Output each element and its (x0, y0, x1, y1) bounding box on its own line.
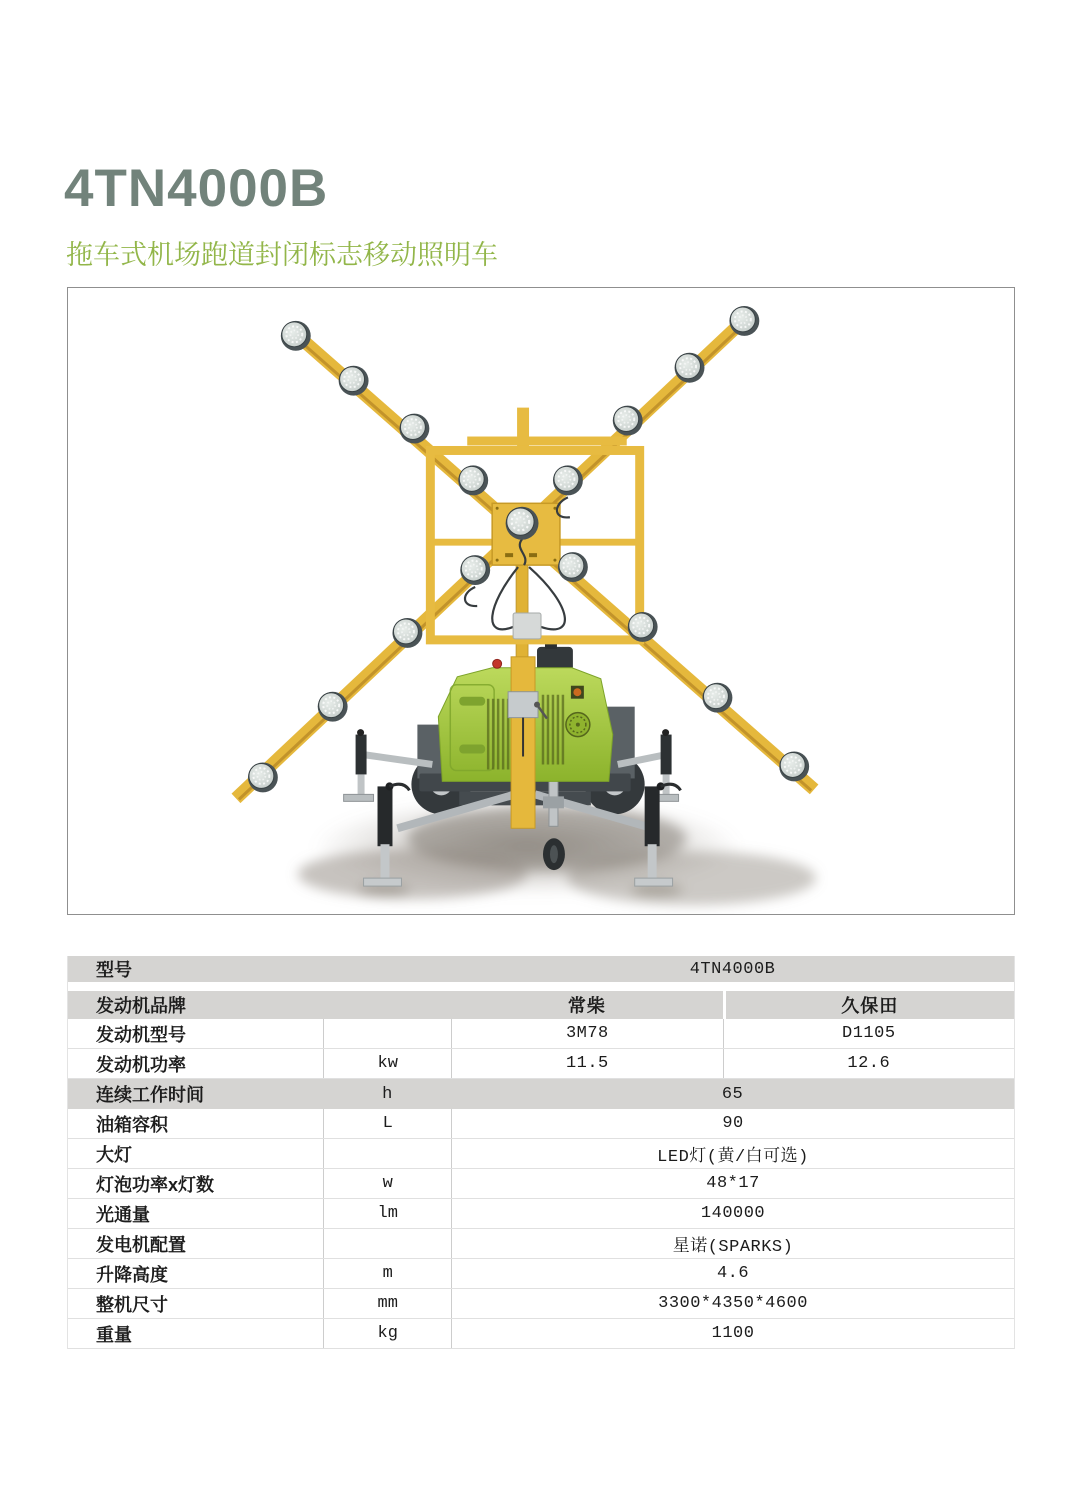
spec-value: 90 (451, 1109, 1014, 1138)
spec-row (68, 956, 1014, 982)
red-button (493, 659, 502, 668)
fan-grille (566, 713, 590, 737)
spec-label: 油箱容积 (96, 1114, 168, 1135)
spec-row (68, 991, 1014, 1019)
spec-row (68, 1319, 1014, 1349)
spec-label: 整机尺寸 (96, 1294, 168, 1315)
spec-label: 发动机型号 (96, 1024, 186, 1045)
spec-unit (323, 1229, 451, 1258)
spec-value: 星诺(SPARKS) (451, 1229, 1014, 1258)
light-tower-illustration (68, 288, 1014, 914)
spec-value: LED灯(黄/白可选) (451, 1139, 1014, 1168)
spec-unit: lm (323, 1199, 451, 1228)
spec-row (68, 1079, 1014, 1109)
spec-unit (323, 1139, 451, 1168)
spec-value: 4TN4000B (689, 959, 776, 979)
spec-row (68, 1019, 1014, 1049)
product-photo (67, 287, 1015, 915)
spec-unit: w (323, 1169, 451, 1198)
spec-unit: L (323, 1109, 451, 1138)
spec-label: 灯泡功率x灯数 (96, 1174, 215, 1195)
spec-value: 65 (721, 1084, 744, 1104)
spec-table (67, 956, 1015, 1349)
spec-unit: kg (323, 1319, 451, 1348)
spec-value: 常柴 (567, 996, 606, 1016)
indicator-lamp (573, 688, 581, 696)
table-gap (68, 982, 1014, 991)
spec-label: 型号 (96, 960, 132, 980)
page-subtitle: 拖车式机场跑道封闭标志移动照明车 (66, 240, 498, 270)
spec-label: 发电机配置 (96, 1234, 186, 1255)
spec-value: D1105 (723, 1019, 1014, 1048)
spec-unit: h (382, 1084, 393, 1104)
spec-label: 大灯 (96, 1144, 132, 1165)
spec-label: 发动机功率 (96, 1054, 186, 1075)
spec-unit (323, 1019, 451, 1048)
spec-label: 连续工作时间 (96, 1085, 204, 1105)
spec-unit: m (323, 1259, 451, 1288)
spec-row (68, 1229, 1014, 1259)
spec-value: 久保田 (723, 991, 1014, 1019)
spec-value: 3300*4350*4600 (451, 1289, 1014, 1318)
spec-value: 3M78 (451, 1019, 723, 1048)
engine-block (537, 647, 573, 671)
spec-row (68, 1289, 1014, 1319)
spec-label: 光通量 (96, 1204, 150, 1225)
spec-row (68, 1259, 1014, 1289)
spec-value: 4.6 (451, 1259, 1014, 1288)
spec-row (68, 1169, 1014, 1199)
spec-value: 1100 (451, 1319, 1014, 1348)
spec-value: 11.5 (451, 1049, 723, 1078)
spec-value: 140000 (451, 1199, 1014, 1228)
spec-value: 12.6 (723, 1049, 1014, 1078)
spec-row (68, 1199, 1014, 1229)
spec-unit: mm (323, 1289, 451, 1318)
spec-row (68, 1139, 1014, 1169)
spec-label: 升降高度 (96, 1264, 168, 1285)
spec-row (68, 1109, 1014, 1139)
spec-label: 重量 (96, 1324, 132, 1345)
spec-value: 48*17 (451, 1169, 1014, 1198)
spec-unit: kw (323, 1049, 451, 1078)
spec-label: 发动机品牌 (96, 996, 186, 1016)
spec-row (68, 1049, 1014, 1079)
page-title: 4TN4000B (64, 159, 329, 218)
